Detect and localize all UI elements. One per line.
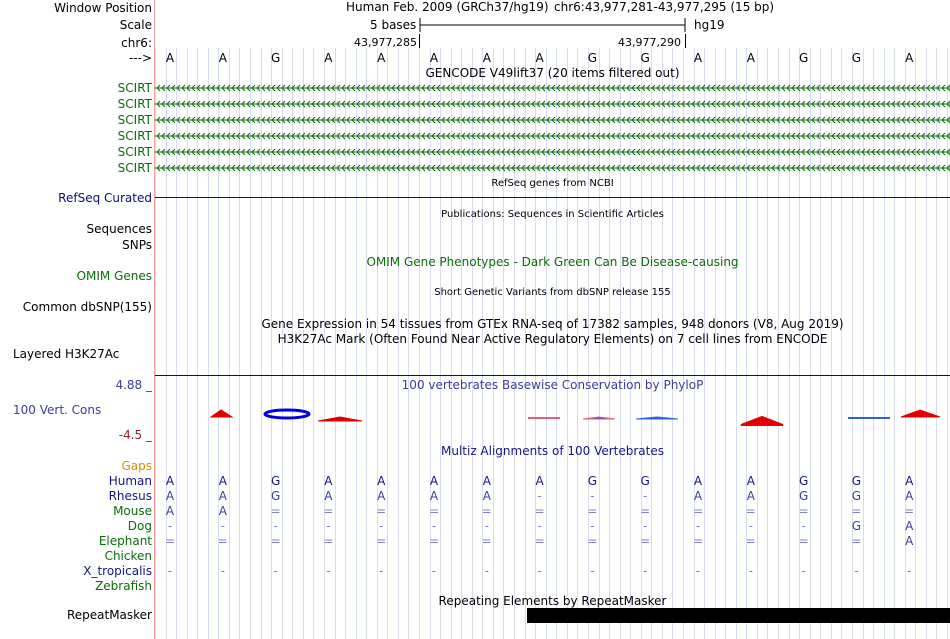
species-label[interactable]: Human — [108, 474, 152, 488]
alignment-cell: = — [534, 534, 545, 548]
gencode-transcript-line[interactable] — [155, 147, 950, 157]
conservation-max-value: 4.88 _ — [115, 378, 152, 392]
base-letter: A — [165, 51, 175, 65]
base-letter: G — [851, 51, 862, 65]
alignment-cell: A — [693, 474, 703, 488]
species-label[interactable]: X_tropicalis — [83, 564, 152, 578]
base-letter: A — [324, 51, 333, 65]
species-label[interactable]: Mouse — [113, 504, 152, 518]
alignment-cell: A — [746, 474, 755, 488]
alignment-cell: A — [429, 489, 439, 503]
alignment-cell: - — [167, 564, 173, 578]
gencode-item-label[interactable]: SCIRT — [117, 129, 152, 143]
alignment-cell: G — [640, 474, 650, 488]
alignment-cell: A — [905, 474, 914, 488]
gencode-item-label[interactable]: SCIRT — [117, 97, 152, 111]
alignment-cell: = — [481, 534, 492, 548]
alignment-cell: A — [165, 489, 175, 503]
conservation-logo-letters — [211, 410, 940, 425]
alignment-cell: G — [270, 489, 281, 503]
species-label[interactable]: Chicken — [104, 549, 152, 563]
alignment-cell: A — [746, 489, 755, 503]
alignment-cell: - — [748, 564, 753, 578]
alignment-cell: = — [164, 534, 176, 548]
alignment-cell: - — [643, 489, 648, 503]
assembly-title: Human Feb. 2009 (GRCh37/hg19) — [346, 0, 549, 14]
alignment-cell: - — [326, 519, 331, 533]
base-letter: G — [798, 51, 809, 65]
alignment-cell: - — [431, 564, 437, 578]
sequences-label[interactable]: Sequences — [86, 222, 152, 236]
gencode-item-label[interactable]: SCIRT — [117, 145, 152, 159]
alignment-cell: - — [379, 519, 384, 533]
gencode-transcript-line[interactable] — [155, 115, 950, 125]
alignment-cell: - — [643, 564, 648, 578]
alignment-cell: - — [167, 519, 173, 533]
alignment-cell: = — [428, 534, 440, 548]
gencode-item-label[interactable]: SCIRT — [117, 81, 152, 95]
species-label[interactable]: Zebrafish — [95, 579, 152, 593]
alignment-cell: = — [587, 504, 598, 518]
alignment-cell: A — [165, 504, 175, 518]
coordinate-tick-left — [419, 34, 420, 48]
alignment-cell: - — [537, 564, 542, 578]
base-letter: A — [746, 51, 755, 65]
gaps-label: Gaps — [121, 459, 152, 473]
gencode-item-label[interactable]: SCIRT — [117, 113, 152, 127]
base-letter: A — [905, 51, 914, 65]
coordinate-right: 43,977,290 — [618, 36, 681, 49]
alignment-cell: G — [851, 489, 862, 503]
alignment-cell: = — [428, 504, 440, 518]
alignment-cell: G — [798, 474, 809, 488]
alignment-cell: = — [323, 504, 334, 518]
alignment-cell: - — [643, 519, 648, 533]
gtex-track-title: Gene Expression in 54 tissues from GTEx RNA-seq of 17382 samples, 948 donors (V8, Aug 2019) — [261, 317, 844, 331]
coordinate-tick-right — [685, 34, 686, 48]
alignment-cell: - — [431, 519, 437, 533]
gencode-transcript-line[interactable] — [155, 163, 950, 173]
base-letter: A — [377, 51, 386, 65]
window-position-label[interactable]: Window Position — [54, 1, 152, 15]
alignment-cell: = — [851, 534, 862, 548]
refseq-track-title: RefSeq genes from NCBI — [491, 178, 614, 189]
alignment-cell: - — [379, 564, 384, 578]
track-labels-panel — [0, 0, 154, 639]
alignment-cell: = — [481, 504, 492, 518]
alignment-cell: - — [220, 564, 225, 578]
alignment-cell: = — [217, 534, 228, 548]
species-label[interactable]: Rhesus — [108, 489, 152, 503]
alignment-cell: = — [692, 504, 704, 518]
genome-browser-track-image[interactable] — [155, 0, 950, 639]
alignment-cell: - — [695, 564, 701, 578]
alignment-cell: = — [904, 504, 915, 518]
alignment-cell: - — [484, 564, 489, 578]
alignment-cell: - — [695, 519, 701, 533]
alignment-cell: A — [218, 504, 227, 518]
species-label[interactable]: Elephant — [98, 534, 152, 548]
alignment-cell: A — [905, 519, 914, 533]
alignment-cell: G — [851, 474, 862, 488]
base-letter: G — [587, 51, 598, 65]
alignment-cell: A — [482, 489, 491, 503]
alignment-cell: - — [590, 519, 595, 533]
alignment-cell: = — [640, 504, 651, 518]
alignment-cell: G — [270, 474, 281, 488]
scale-bar — [419, 16, 689, 34]
alignment-cell: A — [482, 474, 491, 488]
alignment-cell: - — [590, 489, 595, 503]
alignment-cell: A — [324, 489, 333, 503]
alignment-cell: A — [905, 534, 914, 548]
alignment-cell: - — [801, 564, 806, 578]
alignment-cell: A — [429, 474, 439, 488]
base-letter: A — [429, 51, 439, 65]
alignment-cell: A — [165, 474, 175, 488]
repeatmasker-label[interactable]: RepeatMasker — [66, 608, 152, 622]
repeatmasker-track-title: Repeating Elements by RepeatMasker — [438, 594, 667, 608]
alignment-cell: - — [537, 519, 542, 533]
alignment-cell: = — [587, 534, 598, 548]
publications-track-title: Publications: Sequences in Scientific Articles — [441, 209, 664, 220]
alignment-cell: = — [323, 534, 334, 548]
gencode-transcript-line[interactable] — [155, 131, 950, 141]
alignment-cell: A — [693, 489, 703, 503]
snps-label[interactable]: SNPs — [122, 238, 152, 252]
alignment-cell: - — [590, 564, 595, 578]
alignment-cell: - — [748, 519, 753, 533]
coordinate-left: 43,977,285 — [354, 36, 417, 49]
vert-cons-label[interactable]: 100 Vert. Cons — [13, 403, 102, 417]
alignment-cell: A — [377, 474, 386, 488]
h3k27ac-track-title: H3K27Ac Mark (Often Found Near Active Regulatory Elements) on 7 cell lines from ENCODE — [277, 332, 828, 346]
gencode-transcript-line[interactable] — [155, 99, 950, 109]
scale-db-label: hg19 — [694, 18, 725, 32]
omim-track-title: OMIM Gene Phenotypes - Dark Green Can Be Disease-causing — [366, 255, 739, 269]
alignment-cell: - — [484, 519, 489, 533]
conservation-track-title: 100 vertebrates Basewise Conservation by PhyloP — [401, 378, 704, 392]
alignment-cell: = — [692, 534, 704, 548]
alignment-cell: = — [640, 534, 651, 548]
alignment-cell: - — [273, 564, 278, 578]
alignment-cell: = — [745, 504, 756, 518]
alignment-cell: = — [376, 534, 387, 548]
alignment-cell: = — [851, 504, 862, 518]
base-letter: A — [218, 51, 227, 65]
alignment-cell: = — [376, 504, 387, 518]
alignment-cell: G — [851, 519, 862, 533]
alignment-cell: G — [798, 489, 809, 503]
alignment-cell: = — [534, 504, 545, 518]
alignment-cell: = — [798, 534, 809, 548]
refseq-gene-line[interactable] — [155, 197, 950, 198]
chrom-label: chr6: — [121, 36, 152, 50]
alignment-cell: A — [905, 489, 914, 503]
base-letter: G — [640, 51, 650, 65]
gencode-transcript-line[interactable] — [155, 83, 950, 93]
species-label[interactable]: Dog — [127, 519, 152, 533]
strand-arrow-label[interactable]: ---> — [128, 51, 152, 65]
gencode-track-title: GENCODE V49lift37 (20 items filtered out) — [425, 66, 680, 80]
multiz-track-title: Multiz Alignments of 100 Vertebrates — [440, 444, 665, 458]
alignment-cell: - — [326, 564, 331, 578]
common-dbsnp-label[interactable]: Common dbSNP(155) — [22, 300, 152, 314]
h3k27ac-baseline — [155, 375, 950, 376]
alignment-cell: - — [907, 564, 912, 578]
alignment-cell: A — [324, 474, 333, 488]
scale-label[interactable]: Scale — [119, 18, 152, 32]
alignment-cell: - — [220, 519, 225, 533]
alignment-cell: A — [535, 474, 544, 488]
alignment-cell: - — [801, 519, 806, 533]
position-readout: chr6:43,977,281-43,977,295 (15 bp) — [554, 0, 775, 14]
base-letter: A — [535, 51, 544, 65]
base-letter: G — [270, 51, 281, 65]
alignment-cell: A — [218, 489, 227, 503]
alignment-cell: = — [798, 504, 809, 518]
refseq-curated-label[interactable]: RefSeq Curated — [58, 191, 152, 205]
alignment-cell: - — [537, 489, 542, 503]
gencode-item-label[interactable]: SCIRT — [117, 161, 152, 175]
alignment-cell: - — [854, 564, 859, 578]
omim-genes-label[interactable]: OMIM Genes — [76, 269, 152, 283]
layered-h3k27ac-label[interactable]: Layered H3K27Ac — [13, 347, 120, 361]
alignment-cell: - — [273, 519, 278, 533]
alignment-cell: A — [377, 489, 386, 503]
conservation-logo-plot — [155, 398, 950, 430]
base-letter: A — [693, 51, 703, 65]
scale-text: 5 bases — [370, 18, 417, 32]
alignment-cell: = — [745, 534, 756, 548]
dbsnp-track-title: Short Genetic Variants from dbSNP release 155 — [434, 287, 671, 298]
alignment-cell: = — [270, 504, 281, 518]
alignment-cell: = — [270, 534, 281, 548]
conservation-min-value: -4.5 _ — [118, 428, 152, 442]
repeat-element-block[interactable] — [527, 608, 950, 623]
base-letter: A — [482, 51, 491, 65]
alignment-cell: A — [218, 474, 227, 488]
alignment-cell: G — [587, 474, 598, 488]
